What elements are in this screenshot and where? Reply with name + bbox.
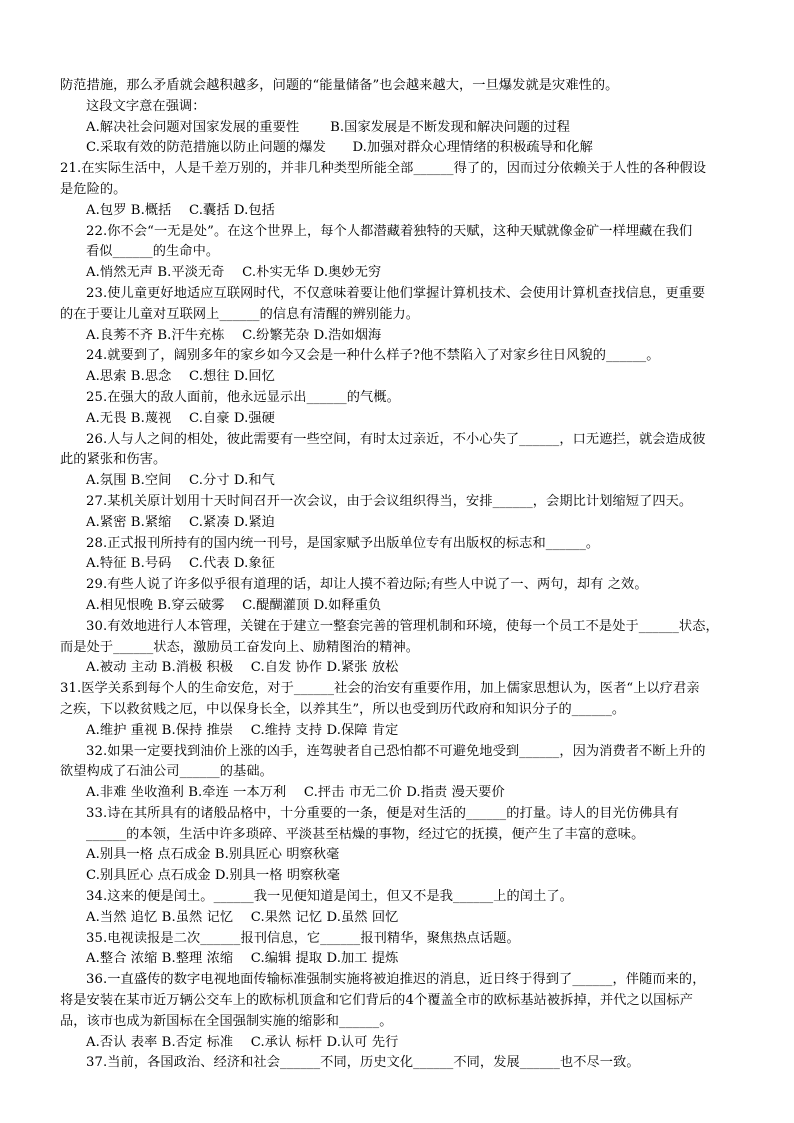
text-line: 而是处于______状态，激励员工奋发向上、励精图治的精神。 — [60, 639, 420, 655]
text-line: 将是安装在某市近万辆公交车上的欧标机顶盒和它们背后的4个覆盖全市的欧标基站被拆掉，并代之以国标产 — [60, 993, 693, 1009]
text-line: A.否认 表率 B.否定 标准 C.承认 标杆 D.认可 先行 — [86, 1034, 399, 1050]
text-line: 28.正式报刊所持有的国内统一刊号，是国家赋予出版单位专有出版权的标志和______。 — [86, 535, 600, 551]
text-line: 之疾，下以救贫贱之厄，中以保身长全，以养其生”，所以也受到历代政府和知识分子的______。 — [60, 701, 626, 717]
text-line: 看似______的生命中。 — [86, 244, 220, 260]
text-line: 37.当前，各国政治、经济和社会______不同，历史文化______不同，发展______也不尽一致。 — [86, 1055, 640, 1071]
text-line: A.无畏 B.蔑视 C.自豪 D.强硬 — [86, 410, 275, 426]
text-line: A.当然 追忆 B.虽然 记忆 C.果然 记忆 D.虽然 回忆 — [86, 909, 399, 925]
text-line: 是危险的。 — [60, 181, 127, 197]
text-line: A.包罗 B.概括 C.囊括 D.包括 — [86, 202, 275, 218]
text-line: 品，该市也成为新国标在全国强制实施的缩影和______。 — [60, 1013, 393, 1029]
text-line: 25.在强大的敌人面前，他永远显示出______的气概。 — [86, 389, 400, 405]
document-page — [60, 76, 750, 1074]
text-line: A.解决社会问题对国家发展的重要性 B.国家发展是不断发现和解决问题的过程 — [86, 119, 571, 135]
text-line: 22.你不会“一无是处”。在这个世界上，每个人都潜藏着独特的天赋，这种天赋就像金矿一样埋藏在我们 — [86, 223, 693, 239]
text-line: 31.医学关系到每个人的生命安危，对于______社会的治安有重要作用，加上儒家思想认为，医者“上以疗君亲 — [60, 681, 700, 697]
text-line: A.良莠不齐 B.汗牛充栋 C.纷繁芜杂 D.浩如烟海 — [86, 327, 382, 343]
text-line: 21.在实际生活中，人是千差万别的，并非几种类型所能全部______得了的，因而过分依赖关于人性的各种假设 — [60, 161, 707, 177]
text-line: 24.就要到了，阔别多年的家乡如今又会是一种什么样子?他不禁陷入了对家乡往日风貌的______。 — [86, 348, 660, 364]
text-line: 32.如果一定要找到油价上涨的凶手，连驾驶者自己恐怕都不可避免地受到______，因为消费者不断上升的 — [86, 743, 706, 759]
text-line: 33.诗在其所具有的诸般品格中，十分重要的一条，便是对生活的______的打量。诗人的目光仿佛具有 — [86, 805, 679, 821]
text-line: C.别具匠心 点石成金 D.别具一格 明察秋毫 — [86, 868, 340, 884]
text-line: A.相见恨晚 B.穿云破雾 C.醍醐灌顶 D.如释重负 — [86, 597, 382, 613]
text-line: C.采取有效的防范措施以防止问题的爆发 D.加强对群众心理情绪的积极疏导和化解 — [86, 140, 593, 156]
text-line: 26.人与人之间的相处，彼此需要有一些空间，有时太过亲近，不小心失了______，口无遮拦，就会造成彼 — [86, 431, 706, 447]
text-line: 此的紧张和伤害。 — [60, 452, 167, 468]
text-line: A.思索 B.思念 C.想往 D.回忆 — [86, 369, 275, 385]
text-line: A.别具一格 点石成金 B.别具匠心 明察秋毫 — [86, 847, 340, 863]
text-line: 35.电视读报是二次______报刊信息，它______报刊精华，聚焦热点话题。 — [86, 930, 520, 946]
text-line: 防范措施，那么矛盾就会越积越多，问题的“能量储备”也会越来越大，一旦爆发就是灾难性的。 — [60, 78, 619, 93]
text-line: ______的本领，生活中许多琐碎、平淡甚至枯燥的事物，经过它的抚摸，便产生了丰富的意味。 — [86, 826, 645, 842]
text-line: A.整合 浓缩 B.整理 浓缩 C.编辑 提取 D.加工 提炼 — [86, 951, 399, 967]
text-line: A.悄然无声 B.平淡无奇 C.朴实无华 D.奥妙无穷 — [86, 265, 382, 281]
text-line: 这段文字意在强调： — [86, 98, 206, 114]
text-line: 23.使儿童更好地适应互联网时代，不仅意味着要让他们掌握计算机技术、会使用计算机查找信息，更重要 — [86, 285, 706, 301]
text-line: 27.某机关原计划用十天时间召开一次会议，由于会议组织得当，安排______，会期比计划缩短了四天。 — [86, 493, 693, 509]
text-line: 36.一直盛传的数字电视地面传输标准强制实施将被迫推迟的消息，近日终于得到了______，伴随而来的， — [86, 972, 706, 988]
text-line: A.被动 主动 B.消极 积极 C.自发 协作 D.紧张 放松 — [86, 660, 399, 676]
text-line: 29.有些人说了许多似乎很有道理的话，却让人摸不着边际;有些人中说了一、两句，却有 之效。 — [86, 577, 648, 593]
text-line: A.紧密 B.紧缩 C.紧凑 D.紧迫 — [86, 514, 275, 530]
text-line: 30.有效地进行人本管理，关键在于建立一整套完善的管理机制和环境，使每一个员工不是处于______状态， — [86, 618, 719, 634]
text-line: 34.这来的便是闰土。______我一见便知道是闰土，但又不是我______上的闰土了。 — [86, 889, 573, 905]
text-line: A.维护 重视 B.保持 推崇 C.维持 支持 D.保障 肯定 — [86, 722, 399, 738]
text-line: A.氛围 B.空间 C.分寸 D.和气 — [86, 473, 275, 489]
text-line: A.非难 坐收渔利 B.牵连 一本万利 C.抨击 市无二价 D.指责 漫天要价 — [86, 785, 505, 801]
text-line: 的在于要让儿童对互联网上______的信息有清醒的辨别能力。 — [60, 306, 420, 322]
text-line: A.特征 B.号码 C.代表 D.象征 — [86, 556, 275, 572]
text-line: 欲望构成了石油公司______的基础。 — [60, 764, 273, 780]
